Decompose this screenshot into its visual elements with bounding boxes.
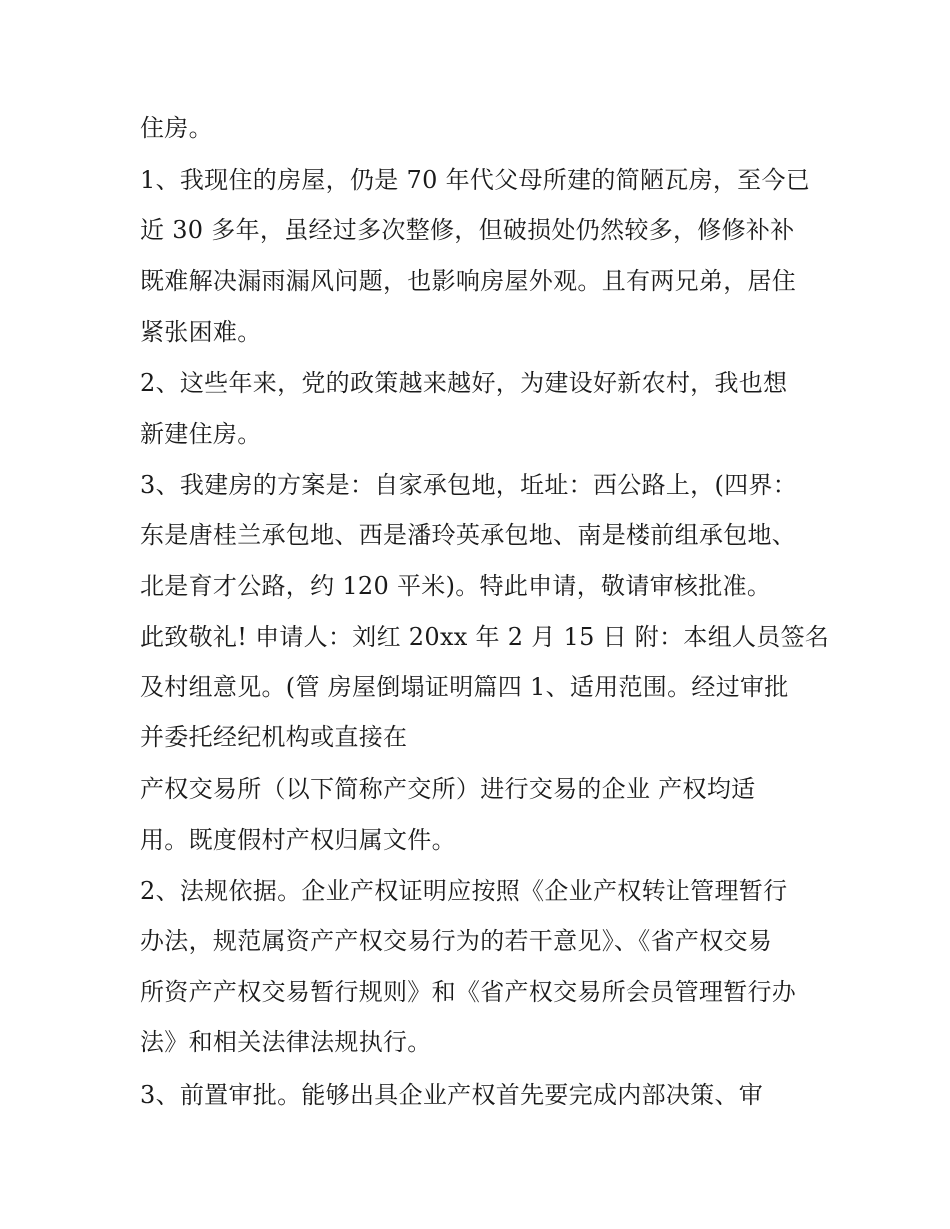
text-line: 并委托经纪机构或直接在 [140,723,408,751]
text-line: 3、我建房的方案是：自家承包地，坵址：西公路上，(四界： [140,471,798,499]
text-line: 近 30 多年，虽经过多次整修，但破损处仍然较多，修修补补 [140,216,795,244]
text-line: 紧张困难。 [140,318,262,346]
text-line: 2、法规依据。企业产权证明应按照《企业产权转让管理暂行 [140,877,788,905]
text-line: 办法，规范属资产产权交易行为的若干意见》、《省产权交易 [140,927,773,955]
text-line: 住房。 [140,114,213,142]
text-line: 用。既度假村产权归属文件。 [140,826,456,854]
text-line: 东是唐桂兰承包地、西是潘玲英承包地、南是楼前组承包地、 [140,521,797,549]
text-line: 所资产产权交易暂行规则》和《省产权交易所会员管理暂行办 [140,978,797,1006]
text-line: 2、这些年来，党的政策越来越好，为建设好新农村，我也想 [140,369,788,397]
text-line: 此致敬礼! 申请人：刘红 20xx 年 2 月 15 日 附：本组人员签名 [140,623,830,651]
text-line: 产权交易所（以下简称产交所）进行交易的企业 产权均适 [140,775,756,803]
text-line: 及村组意见。(管 房屋倒塌证明篇四 1、适用范围。经过审批 [140,673,789,701]
text-line: 既难解决漏雨漏风问题，也影响房屋外观。且有两兄弟，居住 [140,267,797,295]
text-line: 北是育才公路，约 120 平米)。特此申请，敬请审核批准。 [140,572,772,600]
text-line: 法》和相关法律法规执行。 [140,1028,432,1056]
text-line: 3、前置审批。能够出具企业产权首先要完成内部决策、审 [140,1081,764,1109]
text-line: 1、我现住的房屋，仍是 70 年代父母所建的简陋瓦房，至今已 [140,166,811,194]
text-line: 新建住房。 [140,420,262,448]
